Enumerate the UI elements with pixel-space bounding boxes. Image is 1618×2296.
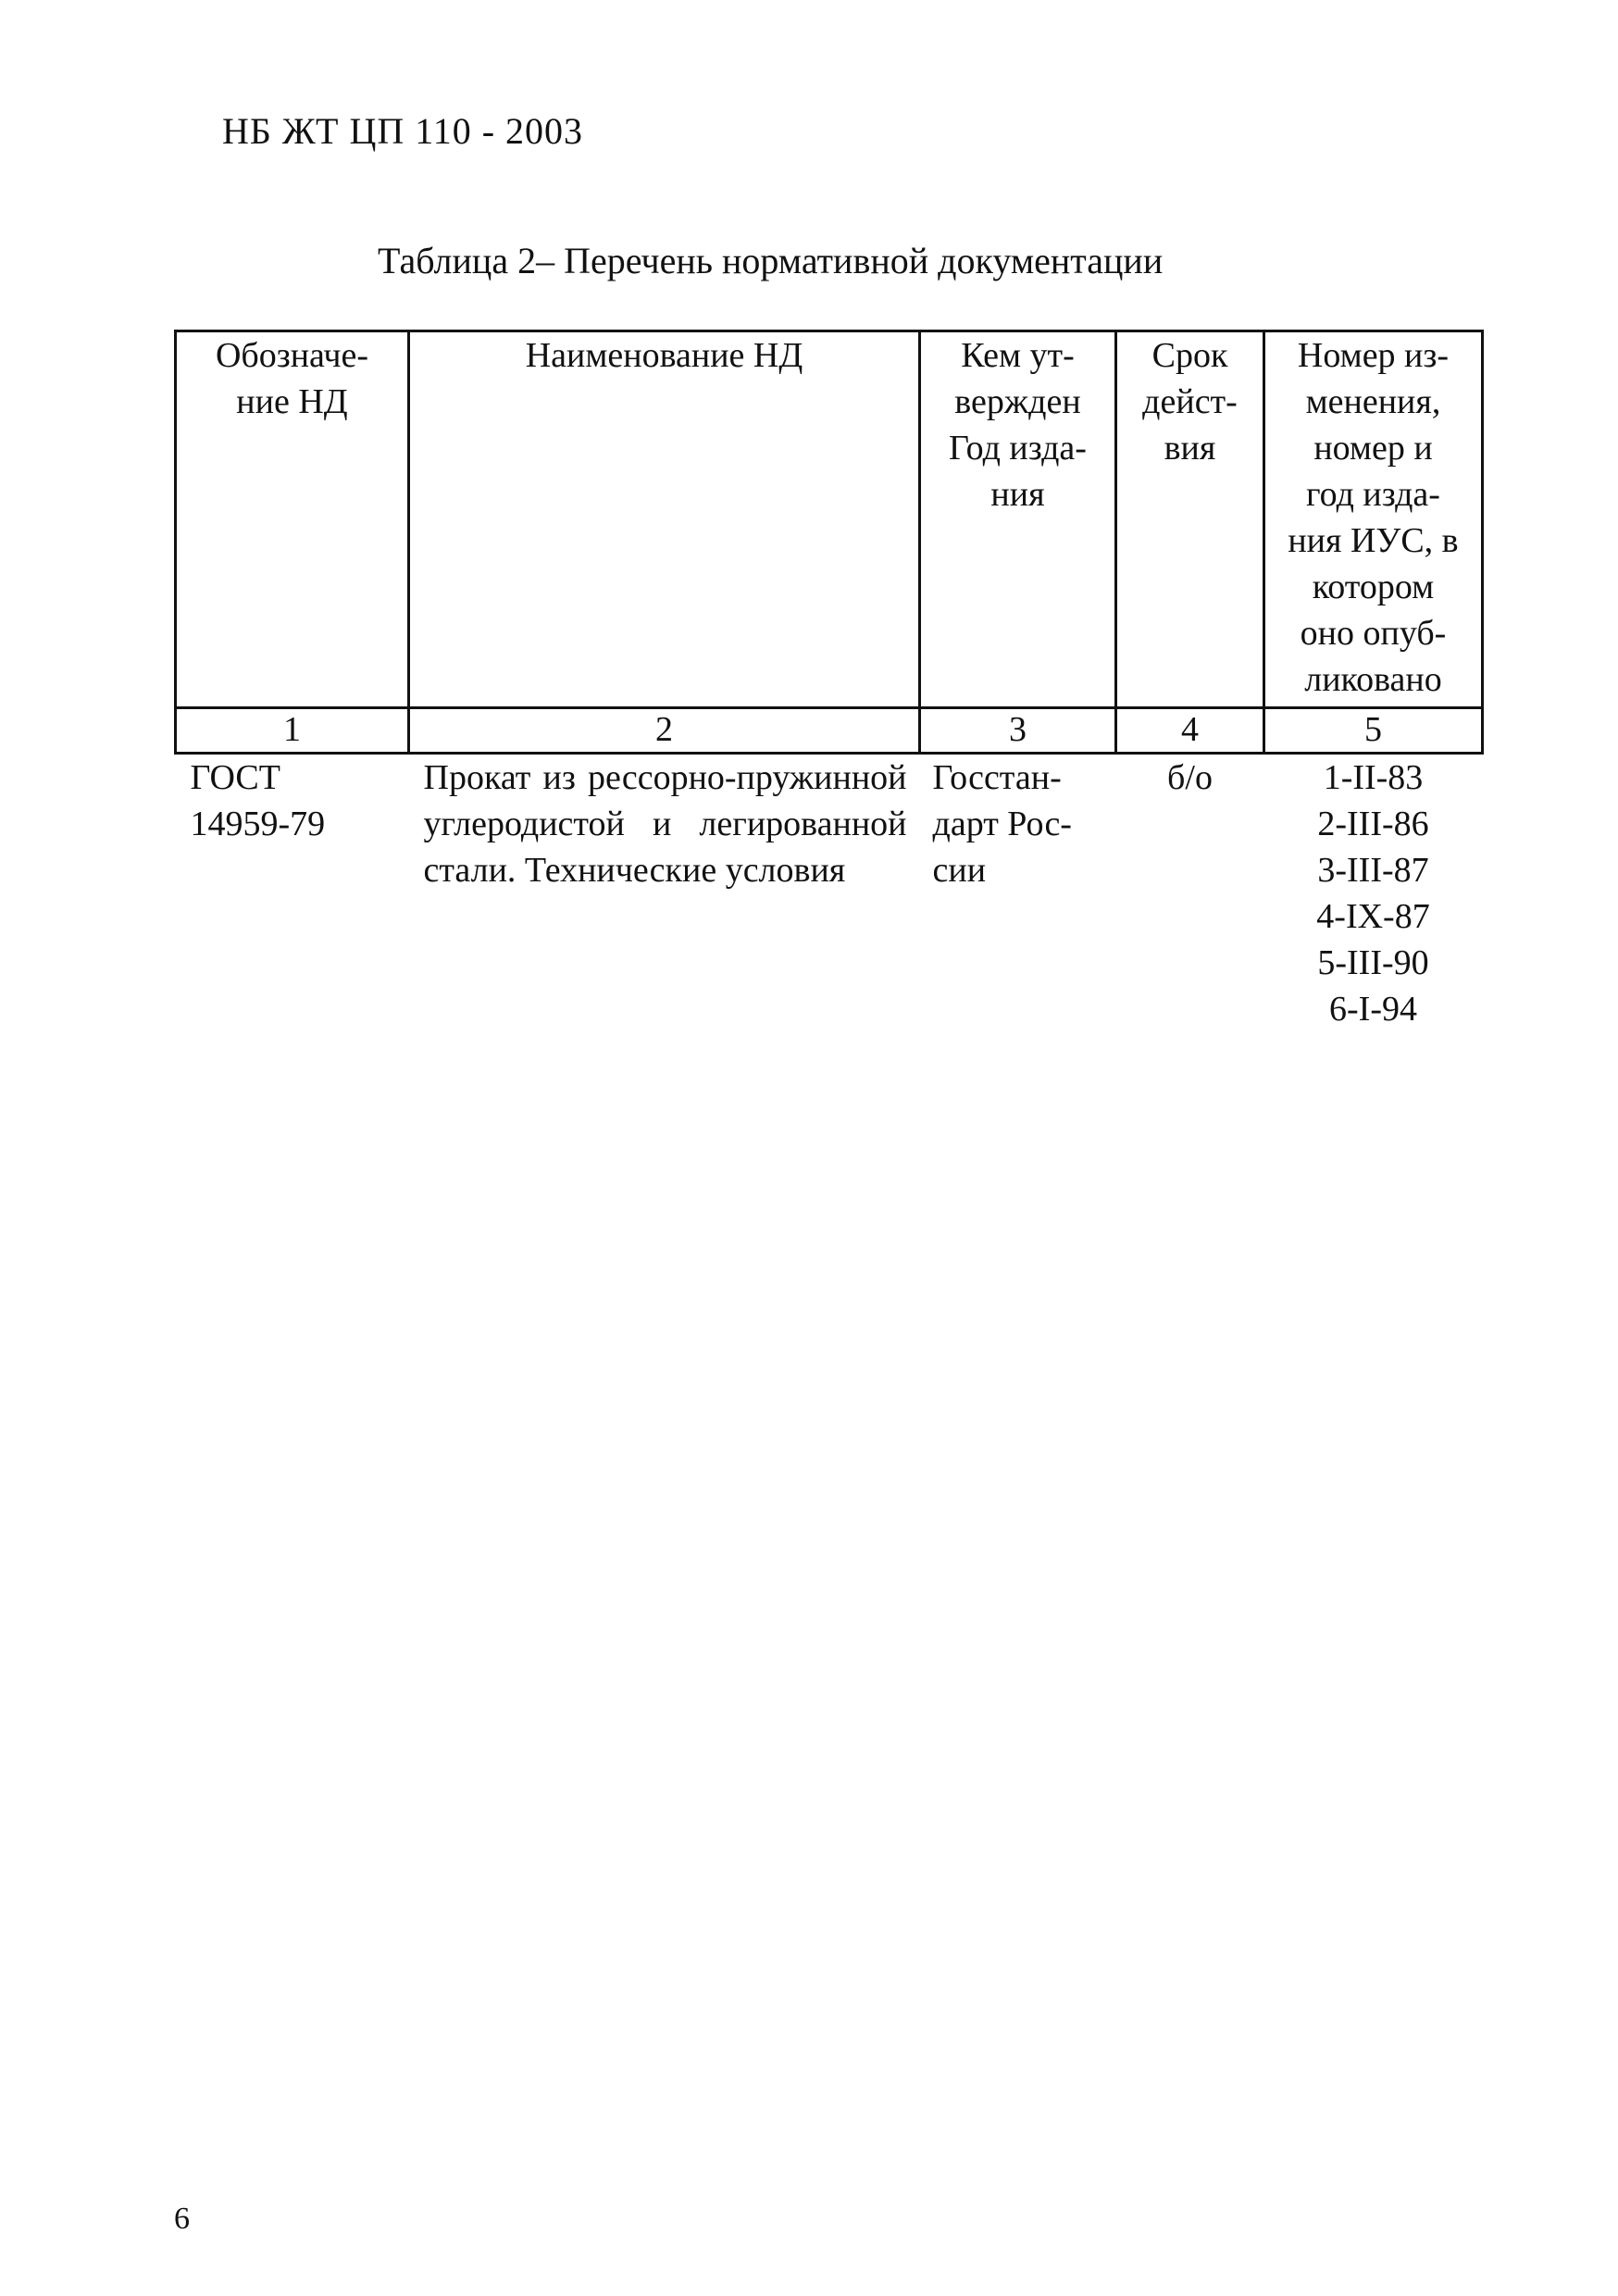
column-number: 1 [176, 708, 409, 754]
table-header-row [176, 331, 1483, 708]
cell-name: Прокат из рессорно-пружинной углеродистой и легированной стали. Технические условия [423, 758, 907, 890]
cell-changes [1264, 754, 1483, 1033]
column-number: 3 [920, 708, 1116, 754]
change-entry: 5-III-90 [1317, 943, 1429, 982]
column-number: 4 [1116, 708, 1264, 754]
normative-documents-table [174, 330, 1484, 1032]
column-header-name: Наименование НД [409, 331, 920, 708]
cell-designation: ГОСТ 14959-79 [190, 758, 326, 843]
change-entry: 2-III-86 [1317, 805, 1429, 843]
column-number: 5 [1264, 708, 1483, 754]
document-code: НБ ЖТ ЦП 110 - 2003 [222, 110, 584, 152]
table-caption: Таблица 2– Перечень нормативной документации [378, 240, 1164, 281]
table-column-number-row [176, 708, 1483, 754]
table-row [176, 754, 1483, 1033]
change-entry: 4-IX-87 [1316, 897, 1430, 936]
column-number: 2 [409, 708, 920, 754]
cell-approved-by: Госстан- дарт Рос- сии [932, 758, 1072, 890]
change-entry: 1-II-83 [1323, 758, 1424, 797]
change-entry: 6-I-94 [1329, 990, 1417, 1029]
column-header-changes: Номер из- менения, номер и год изда- ния ИУС, в котором оно опуб- ликовано [1264, 331, 1483, 708]
cell-validity: б/о [1167, 758, 1213, 797]
column-header-approved-by: Кем ут- вержден Год изда- ния [920, 331, 1116, 708]
column-header-validity: Срок дейст- вия [1116, 331, 1264, 708]
change-entry: 3-III-87 [1317, 851, 1429, 890]
column-header-designation: Обозначе- ние НД [176, 331, 409, 708]
page-number: 6 [174, 2202, 190, 2236]
